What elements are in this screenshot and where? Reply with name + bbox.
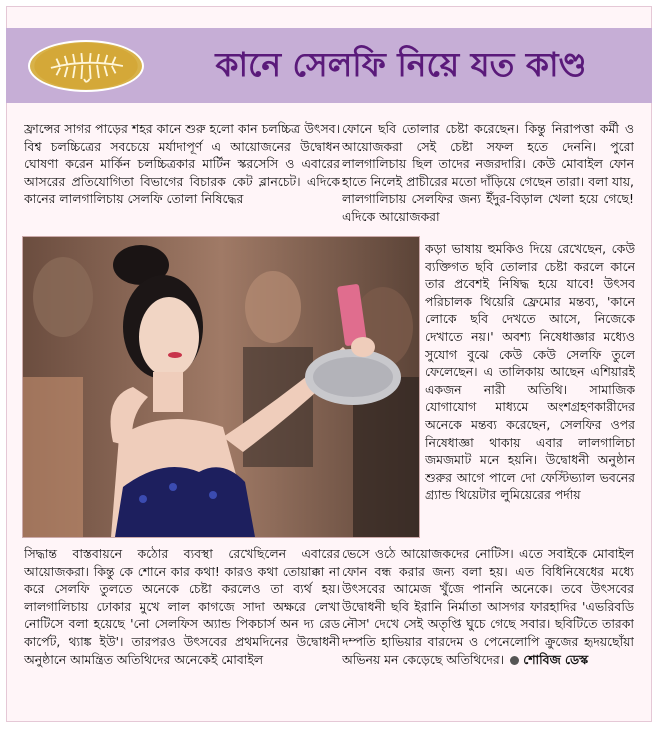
article-text-bottom-left: সিদ্ধান্ত বাস্তবায়নে কঠোর ব্যবস্থা রেখেছিলেন এবারের আয়োজকরা। কিন্তু কে শোনে কার কথা! কারও কথা তোয়াক্কা না করে সেলফি তুলতে অনেকে চেষ্টা করলেও তা ব্যর্থ হয়। লালগালিচায় ঢোকার মুখে লাল কাগজে সাদা অক্ষরে লেখা নোটিসে বলা হয়েছে 'নো সেলফিস অ্যান্ড পিকচার্স অন দ্য রেড কার্পেট, থ্যাঙ্ক ইউ'। তারপরও উৎসবের প্রথমদিনের উদ্বোধনী অনুষ্ঠানে আমন্ত্রিত অতিথিদের অনেকেই মোবাইল: [24, 546, 340, 667]
palme-dor-logo: [28, 40, 144, 92]
headline: কানে সেলফি নিয়ে যত কাণ্ড: [215, 45, 587, 84]
selfie-photo-illustration: [23, 237, 419, 537]
article-text-top-right: ফোনে ছবি তোলার চেষ্টা করেছেন। কিন্তু নিরাপত্তা কর্মী ও আয়োজকরা সেই চেষ্টা সফল হতে দেননি। পুরো লালগালিচায় ছিল তাদের নজরদারি। কেউ মোবাইল ফোন হাতে নিলেই প্রাচীরের মতো দাঁড়িয়ে গেছেন তারা। বলা যায়, লালগালিচায় সেলফির জন্য ইঁদুর-বিড়াল খেলা হয়ে গেছে! এদিকে আয়োজকরা: [342, 121, 634, 224]
palm-leaf-icon: [30, 42, 142, 90]
article-photo: [22, 236, 420, 538]
byline-bullet-icon: [510, 656, 519, 665]
article-text-top-left: ফ্রান্সের সাগর পাড়ের শহর কানে শুরু হলো কান চলচ্চিত্র উৎসব। বিশ্ব চলচ্চিত্রের সবচেয়ে মর্যাদাপূর্ণ এ আয়োজনের উদ্বোধন ঘোষণা করেন মার্কিন চলচ্চিত্রকার মার্টিন স্করসেসি ও এবারের আসরের প্রতিযোগিতা বিভাগের বিচারক কেট ব্লানচেট। এদিকে কানের লালগালিচায় সেলফি তোলা নিষিদ্ধের: [24, 121, 340, 207]
byline: শোবিজ ডেস্ক: [523, 651, 589, 667]
header-band: [6, 28, 652, 103]
article-text-bottom-right-body: ভেসে ওঠে আয়োজকদের নোটিস। এতে সবাইকে মোবাইল ফোন বন্ধ করার জন্য বলা হয়। এত বিধিনিষেধের মধ্যে উৎসবের আমেজ খুঁজে পাননি অনেকে। তবে উৎসবের উদ্বোধনী ছবি ইরানি নির্মাতা আসগর ফারহাদির 'এভরিবডি নৌস' দেখে সেই অতৃপ্তি ঘুচে গেছে সবার। ছবিটিতে তারকা দম্পতি হাভিয়ার বারদেম ও পেনেলোপি ক্রুজের হৃদয়ছোঁয়া অভিনয় মন কেড়েছে অতিথিদের।: [342, 546, 634, 667]
article-text-beside-photo: কড়া ভাষায় হুমকিও দিয়ে রেখেছেন, কেউ ব্যক্তিগত ছবি তোলার চেষ্টা করলে কানে তার প্রবেশই নিষিদ্ধ হয়ে যাবে! উৎসব পরিচালক থিয়েরি ফ্রেমোর মন্তব্য, 'কানে লোকে ছবি দেখতে আসে, নিজেকে দেখাতে নয়।' অবশ্য নিষেধাজ্ঞার মধ্যেও সুযোগ বুঝে কেউ কেউ সেলফি তুলে ফেলেছেন। এ তালিকায় আছেন এশিয়ারই একজন নারী অতিথি। সামাজিক যোগাযোগ মাধ্যমে অংশগ্রহণকারীদের অনেকে মন্তব্য করেছেন, সেলফির ওপর নিষেধাজ্ঞা থাকায় এবার লালগালিচা জমজমাট মনে হয়নি। উদ্বোধনী অনুষ্ঠান শুরুর আগে পালে দো ফেস্টিভ্যাল ভবনের গ্র্যান্ড থিয়েটার লুমিয়েরের পর্দায়: [425, 241, 635, 503]
article-text-bottom-right: [342, 545, 634, 705]
